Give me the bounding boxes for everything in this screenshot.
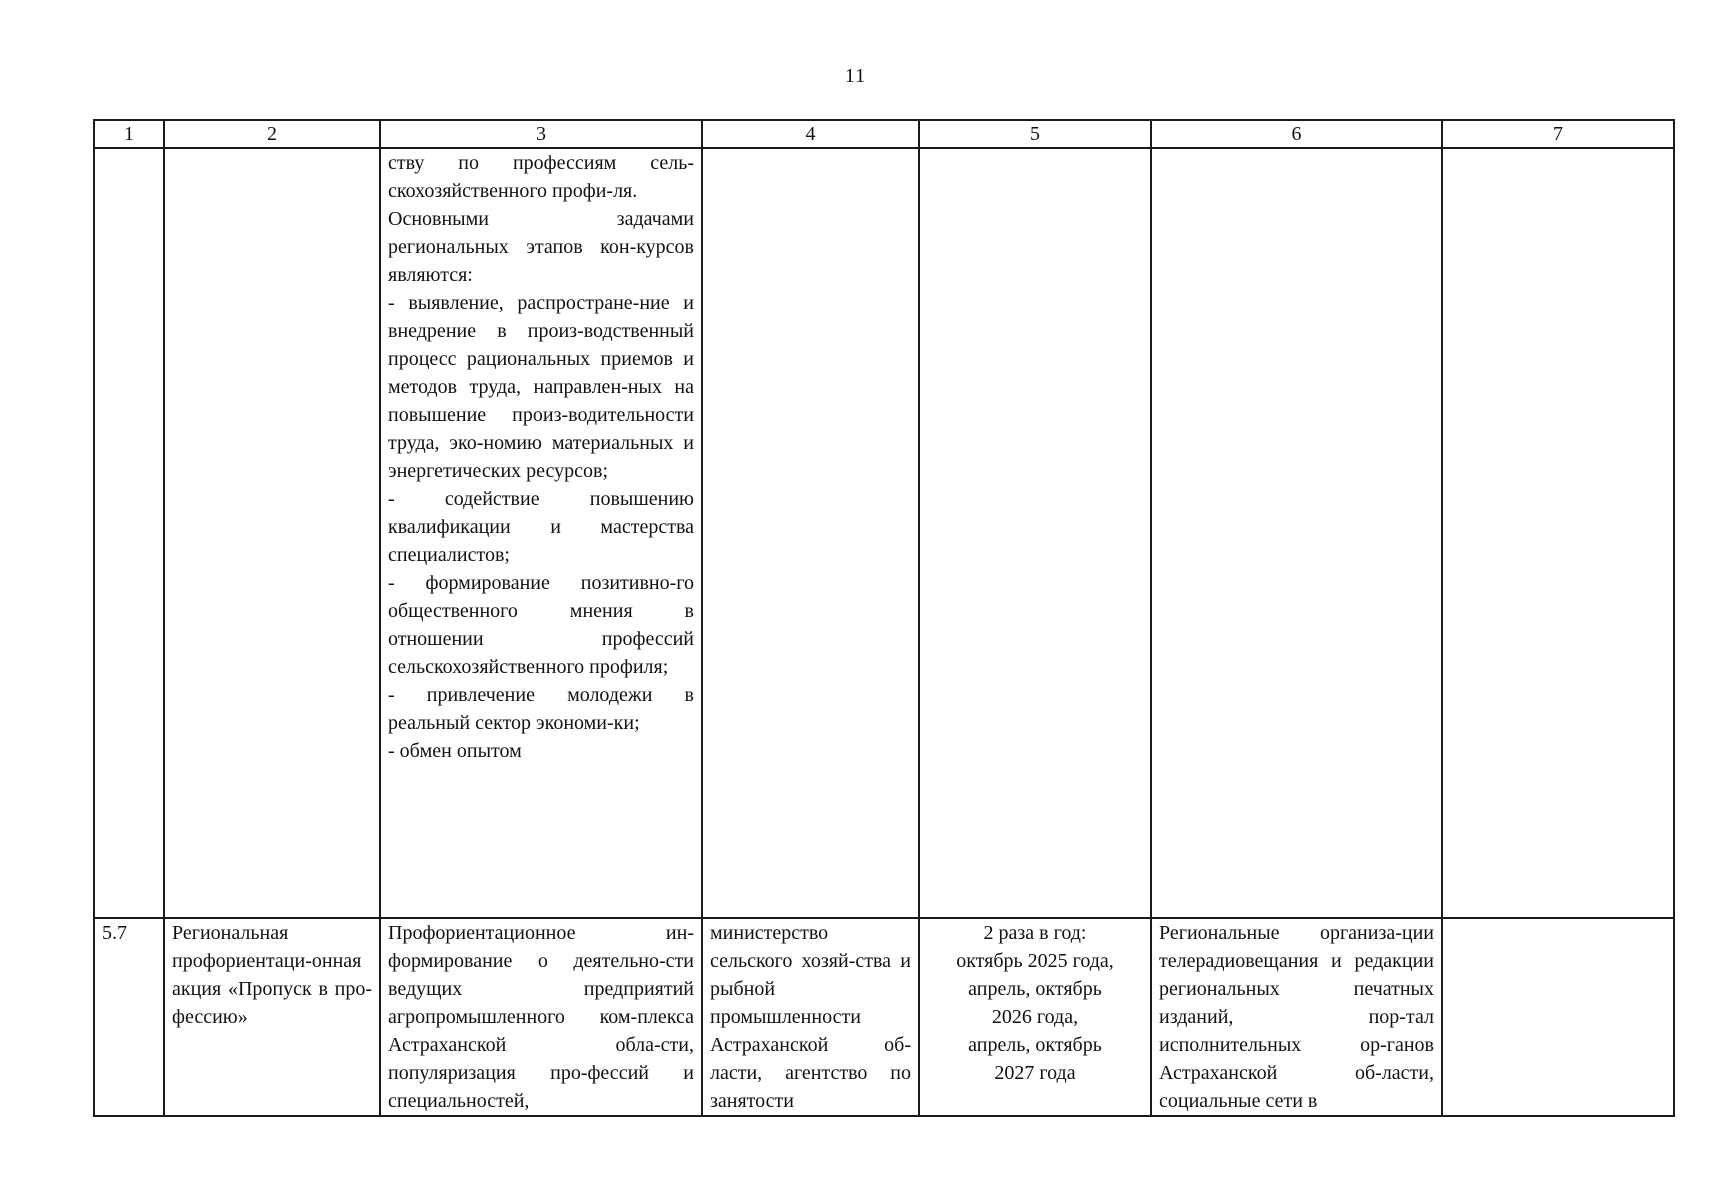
column-number-row xyxy=(94,120,1674,148)
table-row xyxy=(94,148,1674,918)
cell-timing: 2 раза в год: октябрь 2025 года, апрель, октябрь 2026 года, апрель, октябрь 2027 года xyxy=(919,918,1151,1116)
page-number: 11 xyxy=(844,65,867,87)
column-header-2: 2 xyxy=(164,120,380,148)
cell-col7 xyxy=(1442,918,1674,1116)
cell-col7 xyxy=(1442,148,1674,918)
cell-description: ству по профессиям сель-скохозяйственного профи-ля. Основными задачами региональных этапов кон-курсов являются: - выявление, распростране-ние и внедрение в произ-водственный процесс рациональных приемов и методов труда, направлен-ных на повышение произ-водительности труда, эко-номию материальных и энергетических ресурсов; - содействие повышению квалификации и мастерства специалистов; - формирование позитивно-го общественного мнения в отношении профессий сельскохозяйственного профиля; - привлечение молодежи в реальный сектор экономи-ки; - обмен опытом xyxy=(380,148,702,918)
column-header-1: 1 xyxy=(94,120,164,148)
column-header-3: 3 xyxy=(380,120,702,148)
column-header-4: 4 xyxy=(702,120,919,148)
cell-media: Региональные организа-ции телерадиовещания и редакции региональных печатных изданий, пор-тал исполнительных ор-ганов Астраханской об-ласти, социальные сети в xyxy=(1151,918,1442,1116)
cell-timing xyxy=(919,148,1151,918)
cell-responsible xyxy=(702,148,919,918)
column-header-5: 5 xyxy=(919,120,1151,148)
column-header-7: 7 xyxy=(1442,120,1674,148)
cell-event: Региональная профориентаци-онная акция «Пропуск в про-фессию» xyxy=(164,918,380,1116)
cell-responsible: министерство сельского хозяй-ства и рыбной промышленности Астраханской об-ласти, агентство по занятости xyxy=(702,918,919,1116)
cell-media xyxy=(1151,148,1442,918)
cell-number xyxy=(94,148,164,918)
cell-number: 5.7 xyxy=(94,918,164,1116)
column-header-6: 6 xyxy=(1151,120,1442,148)
measures-table xyxy=(93,119,1675,1117)
table-row xyxy=(94,918,1674,1116)
cell-event xyxy=(164,148,380,918)
cell-description: Профориентационное ин-формирование о деятельно-сти ведущих предприятий агропромышленного ком-плекса Астраханской обла-сти, популяризация про-фессий и специальностей, xyxy=(380,918,702,1116)
